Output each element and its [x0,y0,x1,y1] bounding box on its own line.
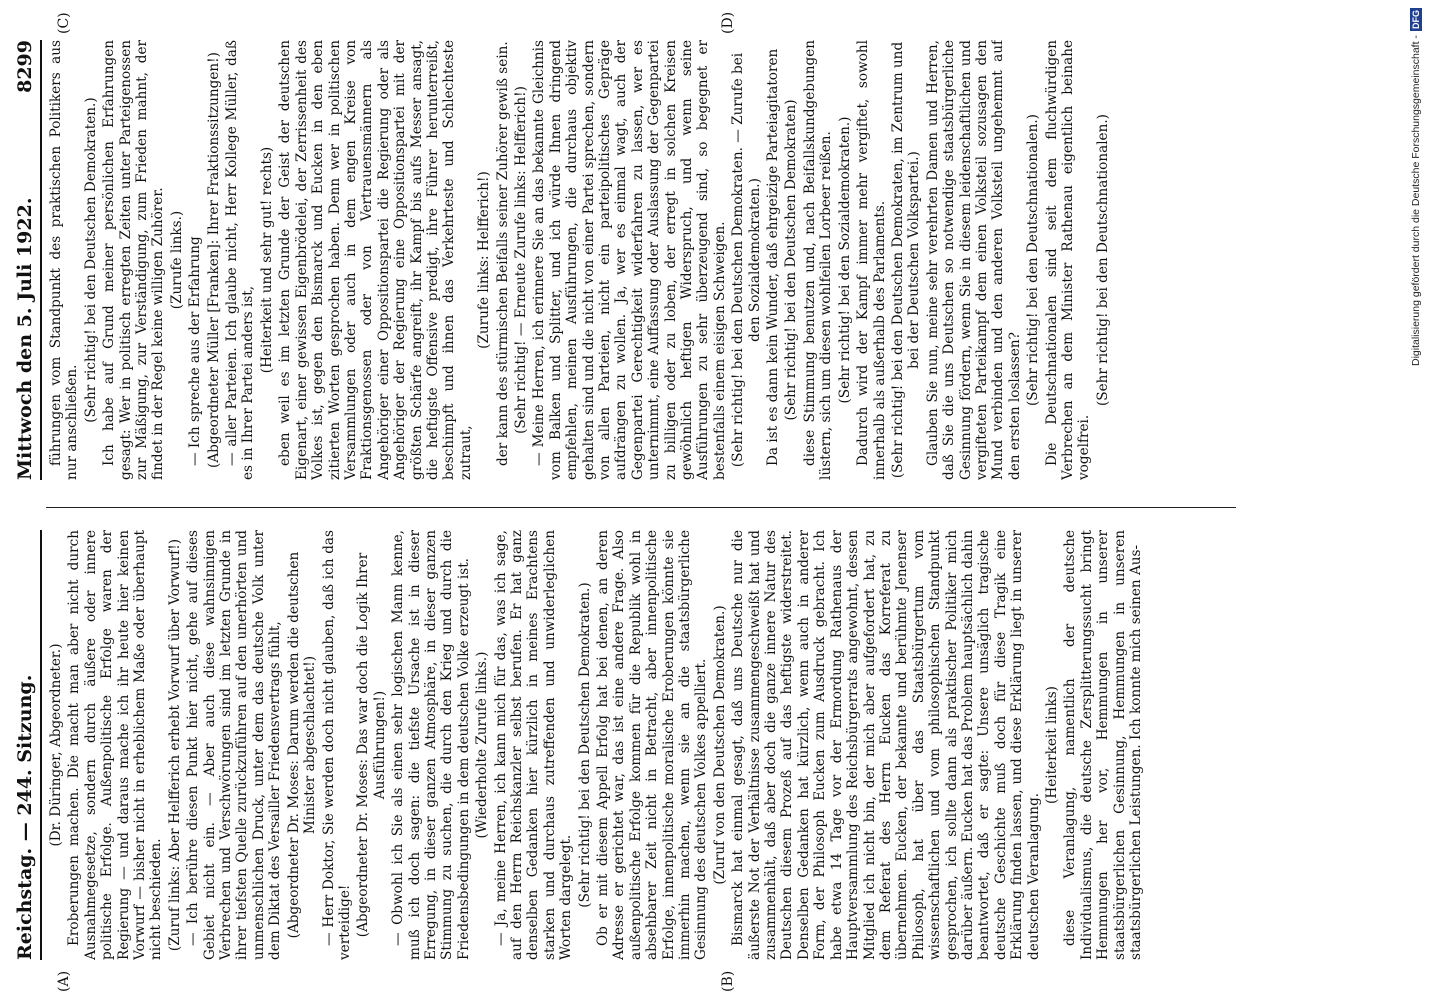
paragraph: Ob er mit diesem Appell Erfolg hat bei denen, an deren Adresse er gerichtet war, das ist eine andere Frage. Also außenpolitische Erfolge kommen für die Republik wohl in absehbarer Zeit nicht in Betracht, aber innenpolitische Erfolge, innenpolitische moralische Eroberungen könnte sie immerhin machen, wenn sie an die staatsbürgerliche Gesinnung des deutschen Volkes appelliert. [595,530,710,960]
paragraph: Ich habe auf Grund meiner persönlichen Erfahrungen gesagt: Wer in politisch erregten Zeiten unter Parteigenossen zur Mäßigung, zur Verständigung, zum Frieden mahnt, der findet in der Regel keine willigen Zuhörer. [101,40,167,480]
paragraph: (Sehr richtig! bei den Deutschen Demokraten. — Zurufe bei den Sozialdemokraten.) [730,52,763,468]
marker-d: (D) [720,11,736,34]
column-divider [46,507,1236,508]
paragraph: (Abgeordneter Müller [Franken]: Ihrer Fraktionssitzungen!) [205,52,222,468]
paragraph: — Ich spreche aus der Erfahrung [187,236,204,466]
paragraph: — aller Parteien. Ich glaube nicht, Herr Kollege Müller, daß es in Ihrer Partei anders ist, [224,40,257,480]
paragraph: (Sehr richtig! bei den Sozialdemokraten.) [836,116,853,404]
paragraph: eben weil es im letzten Grunde der Geist der deutschen Eigenart, einer gewissen Eigenbrödelei, der Zerrissenheit des Volkes ist, gegen den Bismarck und Eucken in den eben zitierten Worten gesprochen haben. Denn wer in politischen Versammlungen oder auch in dem engen Kreise von Fraktionsgenossen oder von Vertrauensmännern als Angehöriger einer Oppositionspartei die Regierung oder als Angehöriger der Regierung eine Oppositionspartei mit der größten Schärfe angreift, ihr Kampf bis aufs Messer ansagt, die heftigste Offensive predigt, ihre Führer herunterreißt, beschimpft und ihnen das Verkehrteste und Schlechteste zutraut, [277,40,474,480]
paragraph: — Herr Doktor, Sie werden doch nicht glauben, daß ich das verteidige! [320,530,353,960]
paragraph: Glauben Sie nun, meine sehr verehrten Damen und Herren, daß Sie die uns Deutschen so notwendige staatsbürgerliche Gesinnung fördern, wenn Sie in diesem leidenschaftlichen und vergifteten Parteikampf dem einen Volksteil sozusagen den Mund verbinden und den anderen Volksteil ungehemmt auf den ersten loslassen? [924,40,1023,480]
paragraph: Eroberungen machen. Die macht man aber nicht durch Ausnahmegesetze, sondern durch äußere oder innere politische Erfolge. Außenpolitische Erfolge waren der Regierung — und daraus mache ich ihr heute hier keinen Vorwurf — bisher nicht in erheblichem Maße oder überhaupt nicht beschieden. [66,530,165,960]
page-number: 8299 [14,40,36,93]
paragraph: Bismarck hat einmal gesagt, daß uns Deutsche nur die äußerste Not der Verhältnisse zusammengeschweißt hat und zusammenhält, daß aber doch die ganze innere Natur des Deutschen diesem Prozeß auf das heftigste widerstreitet. Denselben Gedanken hat kürzlich, wenn auch in anderer Form, der Philosoph Eucken zum Ausdruck gebracht. Ich habe etwa 14 Tage vor der Ermordung Rathenaus der Hauptversammlung des Reichsbürgerrats angewohnt, dessen Mitglied ich nicht bin, der mich aber aufgefordert hat, zu dem Referat des Herrn Eucken das Korreferat zu übernehmen. Eucken, der bekannte und berühmte Jenenser Philosoph, hat über das Staatsbürgertum vom wissenschaftlichen und vom philosophischen Standpunkt gesprochen, ich sollte dann als praktischer Politiker mich darüber äußern. Eucken hat das Problem hauptsächlich dahin beantwortet, daß er sagte: Unsere unsäglich tragische deutsche Geschichte muß doch für diese Tragik eine Erklärung finden lassen, und diese Erklärung liegt in unserer deutschen Veranlagung. [730,530,1042,960]
digitization-credit [1406,8,1426,992]
paragraph: führungen vom Standpunkt des praktischen Politikers aus nur anschließen. [48,40,81,480]
marker-a: (A) [56,970,72,992]
marker-b: (B) [720,970,736,992]
page-header-right [6,40,36,480]
marker-c: (C) [56,12,72,34]
paragraph: (Sehr richtig! bei den Deutschen Demokraten.) [576,582,593,908]
paragraph: Dadurch wird der Kampf immer mehr vergiftet, sowohl innerhalb als außerhalb des Parlaments. [855,40,888,480]
left-column [48,530,1238,960]
right-column [48,40,1238,480]
page-header-left [6,530,36,960]
paragraph: (Sehr richtig! bei den Deutschen Demokraten) [783,99,800,421]
paragraph: (Abgeordneter Dr. Moses: Das war doch die Logik Ihrer Ausführungen!) [355,552,388,938]
left-title: Reichstag. — 244. Sitzung. [14,674,36,960]
paragraph: der kann des stürmischen Beifalls seiner Zuhörer gewiß sein. [494,41,511,466]
credit-text: Digitalisierung gefördert durch die Deutsche Forschungsgemeinschaft - [1410,35,1422,366]
paragraph: (Zurufe links: Helfferich!) [476,171,493,349]
paragraph: diese Stimmung benutzen und, nach Beifallskundgebungen lüstern, sich um diesen wohlfeilen Lorbeer reißen. [801,40,835,480]
paragraph: (Sehr richtig! — Erneute Zurufe links: Helfferich!) [512,86,529,434]
paragraph: (Sehr richtig! bei den Deutschnationalen.) [1025,114,1042,406]
paragraph: Die Deutschnationalen sind seit dem fluchwürdigen Verbrechen an dem Minister Rathenau eigentlich beinahe vogelfrei. [1043,40,1093,480]
paragraph: Da ist es dann kein Wunder, daß ehrgeizige Parteiagitatoren [765,48,782,466]
paragraph: (Heiterkeit links) [1043,686,1060,804]
paragraph: (Wiederholte Zurufe links.) [474,651,491,839]
paragraph: — Obwohl ich Sie als einen sehr logischen Mann kenne, muß ich doch sagen: die tiefste Ursache ist in dieser Erregung, in dieser ganzen Atmosphäre, in dieser ganzen Stimmung zu suchen, die durch den Krieg und durch die Friedensbedingungen in dem deutschen Volke erzeugt ist. [390,530,472,960]
paragraph: — Ja, meine Herren, ich kann mich für das, was ich sage, auf den Herrn Reichskanzler selbst berufen. Er hat ganz denselben Gedanken hier kürzlich in meines Erachtens starken und durchaus zutreffenden und unwiderleglichen Worten dargelegt. [492,530,575,960]
dfg-logo: DFG [1411,10,1421,29]
paragraph: — Ich berühre diesen Punkt hier nicht, gehe auf dieses Gebiet nicht ein. — Aber auch diese wahnsinnigen Verbrechen und Verschwörungen sind im letzten Grunde in ihrer tiefsten Quelle zurückzuführen auf den unerhörten und unmenschlichen Druck, unter dem das deutsche Volk unter dem Diktat des Versailler Friedensvertrags fühlt, [185,530,284,960]
paragraph: (Abgeordneter Dr. Moses: Darum werden die deutschen Minister abgeschlachtet!) [285,551,319,939]
header-rule-right [40,40,42,480]
paragraph: (Zurufe links.) [168,210,185,310]
paragraph: (Zuruf links: Aber Helfferich erhebt Vorwurf über Vorwurf!) [166,538,183,952]
right-title: Mittwoch den 5. Juli 1922. [14,197,36,480]
paragraph: — Meine Herren, ich erinnere Sie an das bekannte Gleichnis vom Balken und Splitter, und ich würde Ihnen dringend empfehlen, meinen Ausführungen, die durchaus objektiv gehalten sind und die nicht von einer Partei sprechen, sondern von allen Parteien, nicht ein parteipolitisches Gepräge aufdrängen zu wollen. Ja, wer es einmal wagt, auch der Gegenpartei Gerechtigkeit widerfahren zu lassen, wer es unternimmt, eine Auffassung oder Auslassung der Gegenpartei zu billigen oder zu loben, der erregt in solchen Kreisen gewöhnlich heftigen Widerspruch, und wenn seine Ausführungen zu sehr überzeugend sind, so begegnet er bestenfalls einem eisigen Schweigen. [531,40,728,480]
paragraph: (Heiterkeit und sehr gut! rechts) [258,146,275,374]
paragraph: (Sehr richtig! bei den Deutschnationalen.) [1094,114,1111,406]
header-rule-left [40,530,42,960]
paragraph: diese Veranlagung, namentlich der deutsche Individualismus, die deutsche Zersplitterungssucht bringt Hemmungen her vor, Hemmungen in unserer staatsbürgerlichen Gesinnung, Hemmungen in unseren staatsbürgerlichen Leistungen. Ich konnte mich seinen Aus- [1062,530,1144,960]
paragraph: (Zuruf von den Deutschen Demokraten.) [711,605,728,885]
paragraph: (Sehr richtig! bei den Deutschen Demokraten.) [82,97,99,423]
paragraph: (Sehr richtig! bei den Deutschen Demokraten, im Zentrum und bei der Deutschen Volkspartei.) [889,41,923,479]
paragraph: (Dr. Düringer, Abgeordneter.) [48,643,64,847]
